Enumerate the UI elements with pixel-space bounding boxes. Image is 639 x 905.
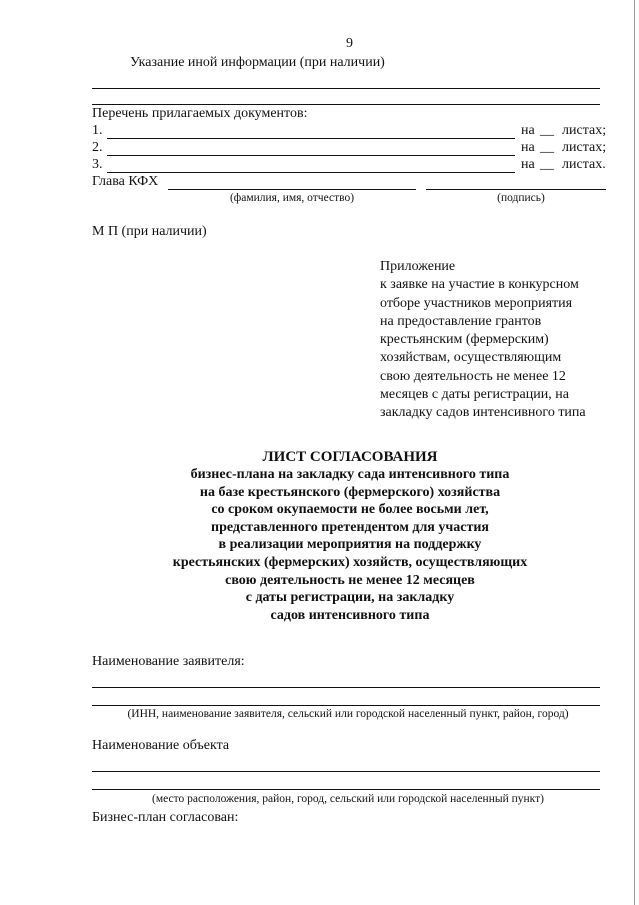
head-signature-caption: (подпись) <box>497 192 545 204</box>
sheet-subtitle-line: со сроком окупаемости не более восьми лет, <box>211 502 489 518</box>
object-line-1 <box>92 771 600 772</box>
other-info-line-2 <box>92 104 600 105</box>
doc-number: 2. <box>92 140 103 155</box>
page-edge <box>634 0 635 905</box>
appendix-line: закладку садов интенсивного типа <box>380 405 586 421</box>
head-name-line <box>168 189 416 190</box>
appendix-block <box>380 258 620 423</box>
doc-sheets: листах; <box>562 123 607 138</box>
attached-docs-heading: Перечень прилагаемых документов: <box>92 106 308 121</box>
doc-number: 1. <box>92 123 103 138</box>
object-label: Наименование объекта <box>92 738 230 753</box>
appendix-line: свою деятельность не менее 12 <box>380 368 566 384</box>
object-caption: (место расположения, район, город, сельский или городской населенный пункт) <box>152 793 544 805</box>
appendix-line: Приложение <box>380 259 456 274</box>
stamp-label: М П (при наличии) <box>92 224 207 239</box>
sheet-subtitle-line: крестьянских (фермерских) хозяйств, осуществляющих <box>172 554 528 570</box>
doc-sheet-blank: __ <box>540 140 554 155</box>
applicant-caption: (ИНН, наименование заявителя, сельский или городской населенный пункт, район, город) <box>127 708 569 720</box>
doc-sheets: листах; <box>562 140 607 155</box>
other-info-label: Указание иной информации (при наличии) <box>130 55 385 70</box>
approved-label: Бизнес-план согласован: <box>92 810 239 825</box>
sheet-title-block <box>100 448 600 624</box>
doc-sheet-blank: __ <box>540 157 554 172</box>
head-name-caption: (фамилия, имя, отчество) <box>229 192 355 204</box>
head-kfh-label: Глава КФХ <box>92 174 159 189</box>
doc-fill-line <box>107 172 515 173</box>
doc-na: на <box>521 123 535 138</box>
doc-fill-line <box>107 155 515 156</box>
applicant-line-2 <box>92 705 600 706</box>
appendix-line: отборе участников мероприятия <box>380 295 573 311</box>
sheet-subtitle-line: садов интенсивного типа <box>270 607 430 623</box>
object-line-2 <box>92 789 600 790</box>
doc-number: 3. <box>92 157 103 172</box>
doc-sheets: листах. <box>562 157 606 172</box>
page-number: 9 <box>346 36 353 51</box>
sheet-subtitle-line: в реализации мероприятия на поддержку <box>218 537 482 553</box>
sheet-subtitle-line: бизнес-плана на закладку сада интенсивного типа <box>190 467 510 482</box>
doc-na: на <box>521 140 535 155</box>
sheet-subtitle-line: свою деятельность не менее 12 месяцев <box>225 572 475 588</box>
doc-na: на <box>521 157 535 172</box>
sheet-subtitle-line: на базе крестьянского (фермерского) хозяйства <box>199 484 501 500</box>
appendix-line: крестьянским (фермерским) <box>380 332 549 348</box>
doc-fill-line <box>107 138 515 139</box>
applicant-line-1 <box>92 687 600 688</box>
appendix-line: хозяйствам, осуществляющим <box>380 350 562 366</box>
sheet-subtitle-line: представленного претендентом для участия <box>211 519 489 535</box>
doc-sheet-blank: __ <box>540 123 554 138</box>
sheet-title: ЛИСТ СОГЛАСОВАНИЯ <box>262 449 438 465</box>
other-info-line-1 <box>92 88 600 89</box>
applicant-label: Наименование заявителя: <box>92 654 245 669</box>
head-signature-line <box>426 189 606 190</box>
appendix-line: к заявке на участие в конкурсном <box>380 277 579 293</box>
appendix-line: на предоставление грантов <box>380 313 542 329</box>
sheet-subtitle-line: с даты регистрации, на закладку <box>245 590 455 606</box>
appendix-line: месяцев с даты регистрации, на <box>380 387 569 403</box>
